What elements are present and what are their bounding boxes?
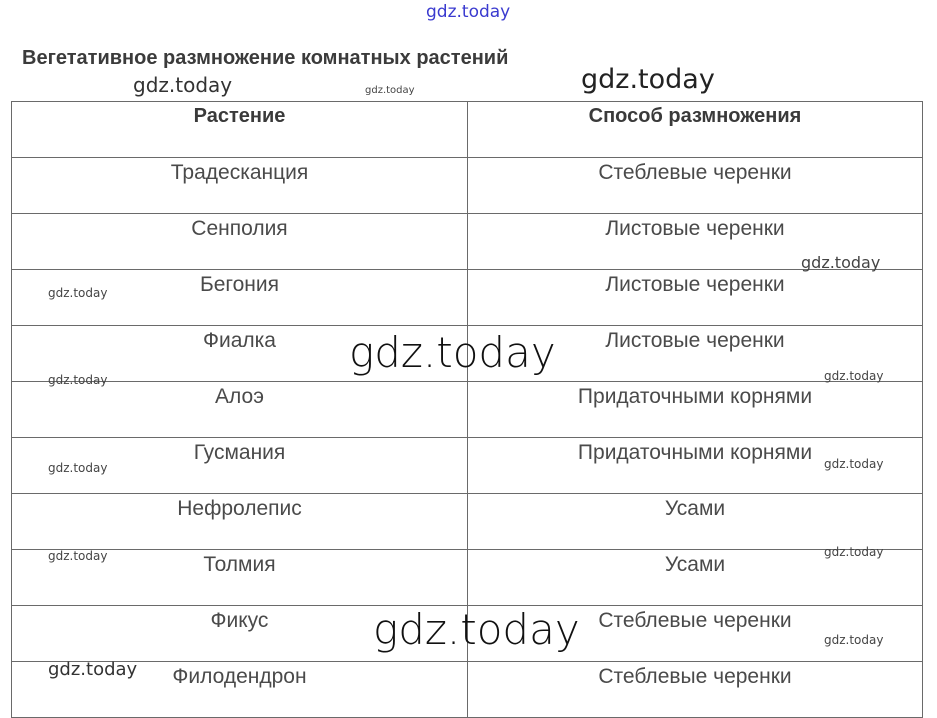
watermark-large: gdz.today (349, 328, 556, 377)
method-cell: Листовые черенки (468, 270, 923, 326)
table-row (12, 158, 923, 214)
watermark: gdz.today (48, 286, 108, 300)
method-cell: Стеблевые черенки (468, 606, 923, 662)
watermark: gdz.today (824, 457, 884, 471)
table-header-row (12, 102, 923, 158)
method-cell: Усами (468, 494, 923, 550)
table-row (12, 214, 923, 270)
watermark: gdz.today (48, 373, 108, 387)
method-cell: Стеблевые черенки (468, 158, 923, 214)
plant-cell: Нефролепис (12, 494, 468, 550)
plant-cell: Толмия (12, 550, 468, 606)
watermark: gdz.today (824, 545, 884, 559)
table-row (12, 438, 923, 494)
table-row (12, 270, 923, 326)
page-title: Вегетативное размножение комнатных растений (22, 47, 509, 69)
watermark-top: gdz.today (426, 2, 511, 22)
watermark: gdz.today (48, 659, 138, 680)
plant-cell: Филодендрон (12, 662, 468, 718)
watermark: gdz.today (133, 73, 233, 97)
plant-cell: Гусмания (12, 438, 468, 494)
watermark: gdz.today (581, 64, 715, 95)
watermark: gdz.today (48, 461, 108, 475)
method-cell: Придаточными корнями (468, 438, 923, 494)
method-cell: Придаточными корнями (468, 382, 923, 438)
method-cell: Листовые черенки (468, 326, 923, 382)
table-row (12, 494, 923, 550)
watermark: gdz.today (824, 369, 884, 383)
method-cell: Усами (468, 550, 923, 606)
plant-cell: Алоэ (12, 382, 468, 438)
watermark: gdz.today (365, 85, 415, 96)
watermark: gdz.today (48, 549, 108, 563)
plant-cell: Традесканция (12, 158, 468, 214)
table-row (12, 382, 923, 438)
method-cell: Стеблевые черенки (468, 662, 923, 718)
watermark: gdz.today (801, 253, 881, 272)
plant-cell: Сенполия (12, 214, 468, 270)
column-header-plant: Растение (12, 102, 468, 158)
method-cell: Листовые черенки (468, 214, 923, 270)
watermark-large: gdz.today (373, 605, 580, 654)
plant-cell: Фикус (12, 606, 468, 662)
plant-cell: Бегония (12, 270, 468, 326)
watermark: gdz.today (824, 633, 884, 647)
table-row (12, 662, 923, 718)
column-header-method: Способ размножения (468, 102, 923, 158)
plant-cell: Фиалка (12, 326, 468, 382)
table-row (12, 550, 923, 606)
